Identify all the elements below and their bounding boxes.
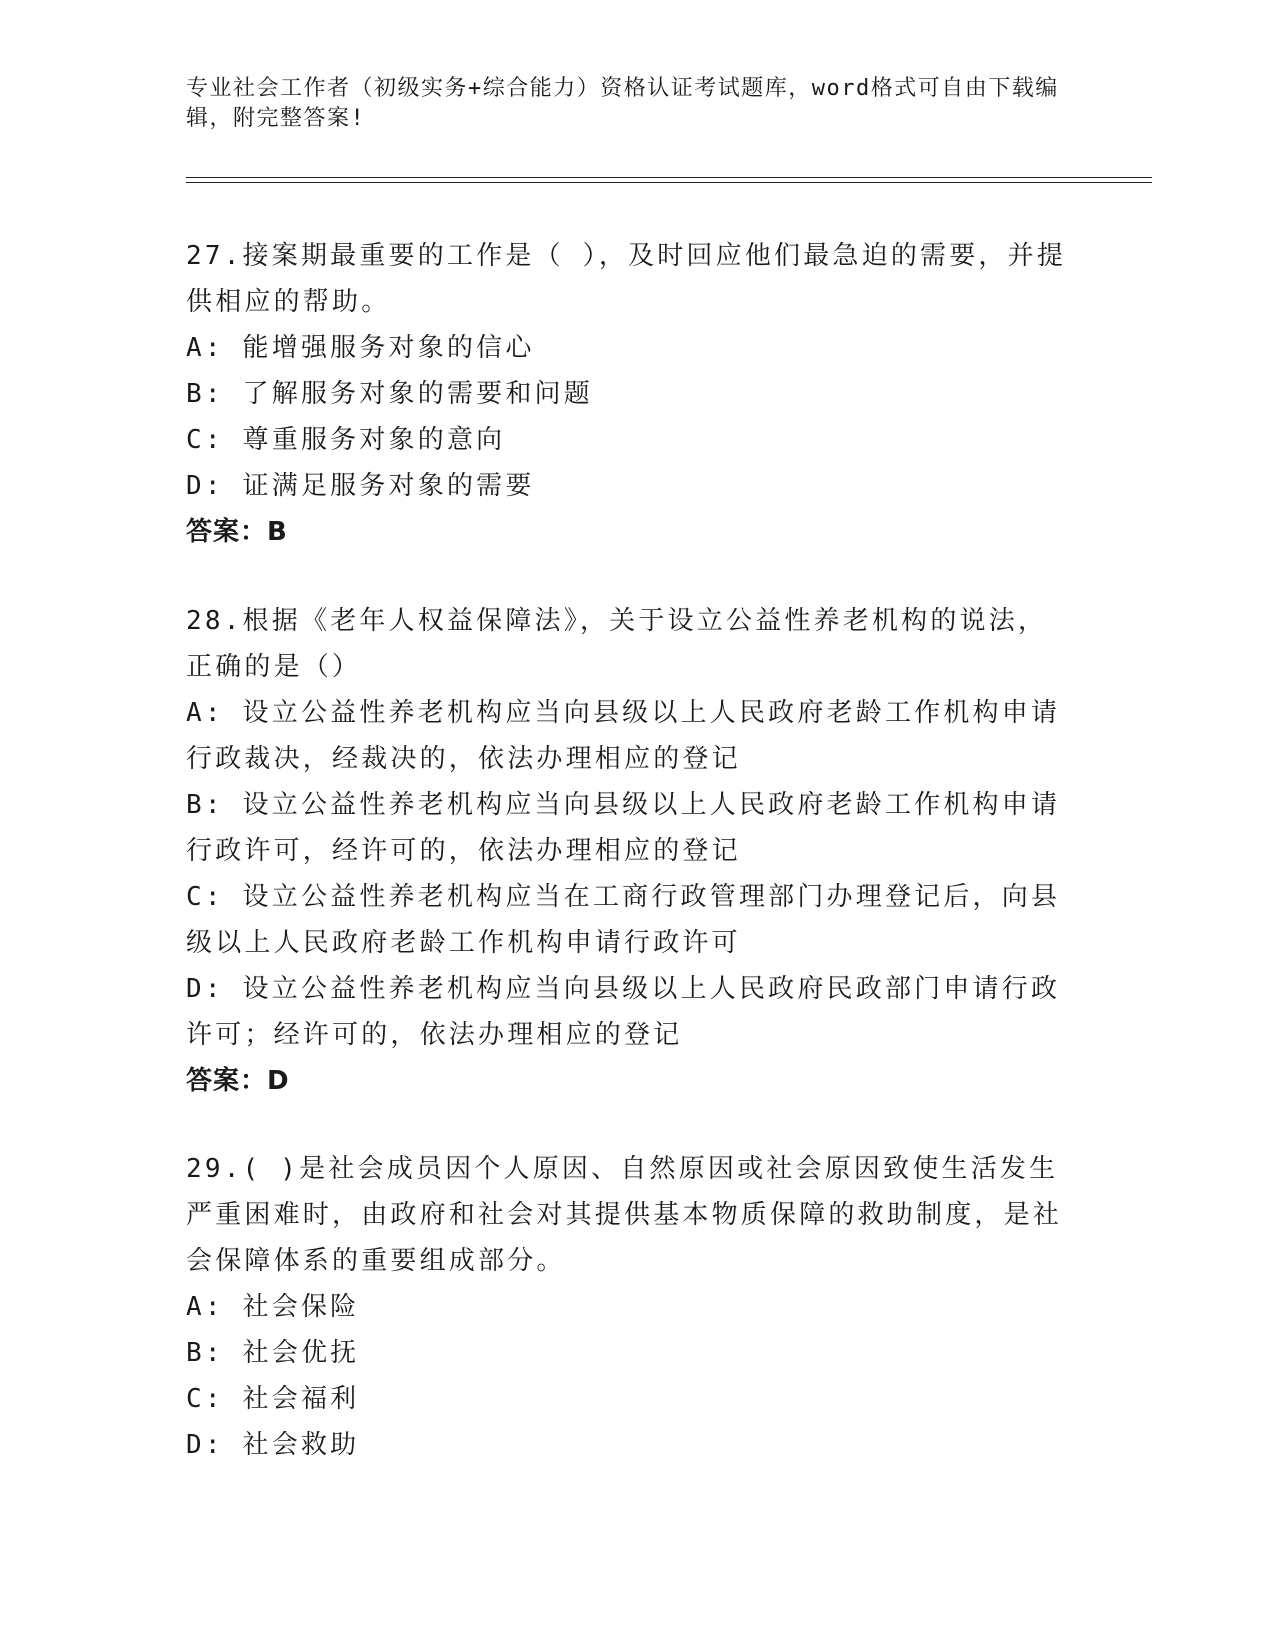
question-28 [186,598,1066,1104]
option-b: B: 社会优抚 [186,1338,360,1368]
answer-label: 答案：B [186,517,288,547]
option-a: A: 设立公益性养老机构应当向县级以上人民政府老龄工作机构申请行政裁决，经裁决的，依法办理相应的登记 [186,698,1061,774]
header-divider-top [186,177,1152,178]
answer-label: 答案：D [186,1066,290,1096]
option-c: C: 尊重服务对象的意向 [186,425,506,455]
document-header: 专业社会工作者（初级实务+综合能力）资格认证考试题库，word格式可自由下载编辑，附完整答案! [186,76,1059,131]
question-27 [186,233,1066,555]
header-divider-bottom [186,182,1152,183]
option-b: B: 设立公益性养老机构应当向县级以上人民政府老龄工作机构申请行政许可，经许可的，依法办理相应的登记 [186,790,1061,866]
question-stem: 27.接案期最重要的工作是（ ），及时回应他们最急迫的需要，并提供相应的帮助。 [186,241,1067,317]
option-d: D: 社会救助 [186,1430,360,1460]
option-c: C: 社会福利 [186,1384,360,1414]
question-stem: 28.根据《老年人权益保障法》，关于设立公益性养老机构的说法，正确的是（） [186,606,1048,682]
question-stem: 29.( )是社会成员因个人原因、自然原因或社会原因致使生活发生严重困难时，由政府和社会对其提供基本物质保障的救助制度，是社会保障体系的重要组成部分。 [186,1154,1063,1276]
option-b: B: 了解服务对象的需要和问题 [186,379,593,409]
option-a: A: 社会保险 [186,1292,360,1322]
question-29 [186,1146,1066,1468]
option-a: A: 能增强服务对象的信心 [186,333,535,363]
option-d: D: 证满足服务对象的需要 [186,471,535,501]
option-c: C: 设立公益性养老机构应当在工商行政管理部门办理登记后，向县级以上人民政府老龄工作机构申请行政许可 [186,882,1061,958]
option-d: D: 设立公益性养老机构应当向县级以上人民政府民政部门申请行政许可；经许可的，依法办理相应的登记 [186,974,1061,1050]
